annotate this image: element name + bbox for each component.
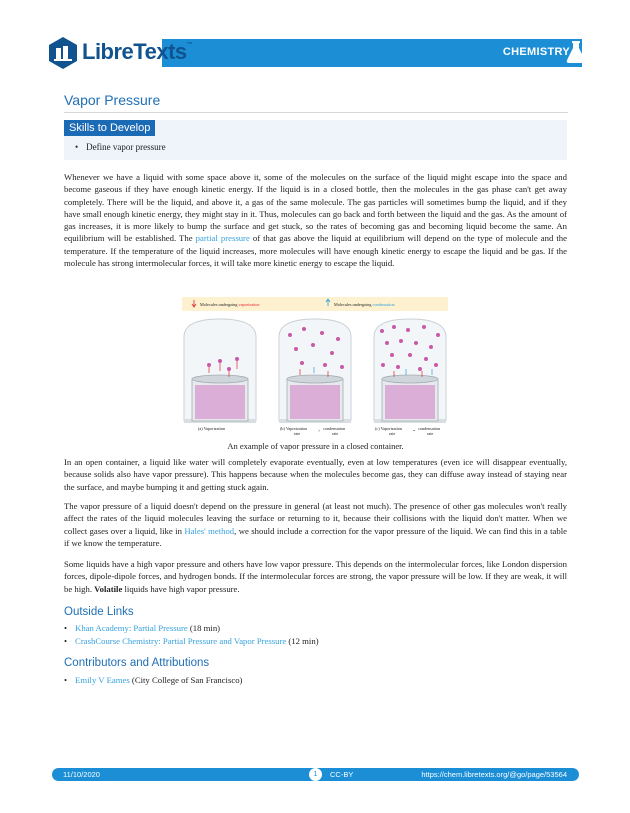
libretexts-logo-icon xyxy=(46,36,80,70)
subject-label[interactable]: CHEMISTRY xyxy=(502,46,570,58)
legend-condensation: Molecules undergoing condensation xyxy=(334,302,395,307)
skills-heading: Skills to Develop xyxy=(64,120,155,136)
figure-label-b-1: (b) Vaporization xyxy=(280,426,308,431)
figure-label-c-2: condensation xyxy=(418,426,441,431)
flask-icon xyxy=(565,40,587,64)
contributors-heading: Contributors and Attributions xyxy=(64,657,210,669)
skills-list-item: • Define vapor pressure xyxy=(75,142,166,152)
footer-date: 11/10/2020 xyxy=(63,770,100,779)
contributor-link[interactable]: Emily V Eames xyxy=(75,675,130,685)
container-b xyxy=(279,319,351,423)
paragraph-volatile: Some liquids have a high vapor pressure and others have low vapor pressure. This depends on the intermolecular forces, like London dispersion forces, dipole-dipole forces, and hydrogen bonds. If the intermolecular forces are strong, the vapor pressure will be low. If they are weak, it will be high. Volatile liquids have high vapor pressure. xyxy=(64,559,567,594)
figure-label-a: (a) Vaporization xyxy=(198,426,226,431)
logo-text: LibreTexts™ xyxy=(82,39,193,64)
crashcourse-link[interactable]: CrashCourse Chemistry: Partial Pressure and Vapor Pressure xyxy=(75,636,287,646)
libretexts-logo[interactable] xyxy=(30,33,193,73)
partial-pressure-link[interactable]: partial pressure xyxy=(195,233,250,244)
legend-vaporization: Molecules undergoing vaporization xyxy=(200,302,260,307)
khan-academy-link[interactable]: Khan Academy: Partial Pressure xyxy=(75,623,188,633)
list-item: • Emily V Eames (City College of San Francisco) xyxy=(64,675,242,685)
figure-label-c-rel: = xyxy=(413,428,416,433)
list-item: • CrashCourse Chemistry: Partial Pressure and Vapor Pressure (12 min) xyxy=(64,636,319,646)
figure-caption: An example of vapor pressure in a closed container. xyxy=(227,441,404,451)
footer-url[interactable]: https://chem.libretexts.org/@go/page/53564 xyxy=(421,770,567,779)
outside-links-heading: Outside Links xyxy=(64,606,134,618)
figure-label-b-rel: > xyxy=(318,428,321,433)
footer-page-number: 1 xyxy=(309,768,322,781)
paragraph-intro: Whenever we have a liquid with some space above it, some of the molecules on the surface of the liquid might escape into the space and become gaseous if they have enough kinetic energy. If the liquid is in a closed bottle, then the molecules in the gas phase can't get away completely. There will be the liquid, and above it, a gas of the same molecule. The gas particles will sometimes bump the liquid, and if they have small enough kinetic energy, they might stay in it. Thus, molecules can go back and forth between the liquid and the gas. As the amount of gas increases, it is more likely to bump the surface and get stuck, so the rates of becoming gas and becoming liquid become the same. An equilibrium will be established. The partial pressure of that gas above the liquid at equilibrium will depend on the type of molecule and the temperature. If the temperature of the liquid increases, more molecules will have enough kinetic energy to escape the liquid and be gas. If the molecule has strong intermolecular forces, it will take more kinetic energy to escape the liquid. xyxy=(64,172,568,269)
figure-label-b-2: condensation xyxy=(323,426,346,431)
hales-method-link[interactable]: Hales' method xyxy=(184,525,235,536)
figure-label-b-4: rate xyxy=(332,431,339,436)
figure-label-c-4: rate xyxy=(427,431,434,436)
page-footer xyxy=(52,768,579,781)
figure-label-b-3: rate xyxy=(294,431,301,436)
page-title: Vapor Pressure xyxy=(64,92,568,113)
list-item: • Khan Academy: Partial Pressure (18 min) xyxy=(64,623,220,633)
skills-box xyxy=(64,120,567,160)
container-c xyxy=(374,319,446,423)
container-a xyxy=(184,319,256,423)
paragraph-pressure: The vapor pressure of a liquid doesn't depend on the pressure in general (at least not much). The presence of other gas molecules won't really affect the rates of the liquid molecules leaving the surface or returning to it, because their collisions with the liquid don't matter. When we collect gases over a liquid, like in Hales' method, we should include a correction for the vapor pressure of the liquid. We can find this in a table if we know the temperature. xyxy=(64,501,567,548)
vapor-pressure-figure xyxy=(182,297,448,439)
footer-license: CC-BY xyxy=(330,770,354,779)
page-header xyxy=(0,0,630,75)
figure-label-c-3: rate xyxy=(389,431,396,436)
paragraph-open-container: In an open container, a liquid like water will completely evaporate eventually, even at low temperatures (even ice will disappear eventually, because solids also have vapor pressure). This happens because when the molecules become gas, they can diffuse away instead of staying near the surface, and maybe bumping it and getting stuck again. xyxy=(64,457,567,492)
figure-label-c-1: (c) Vaporization xyxy=(375,426,403,431)
